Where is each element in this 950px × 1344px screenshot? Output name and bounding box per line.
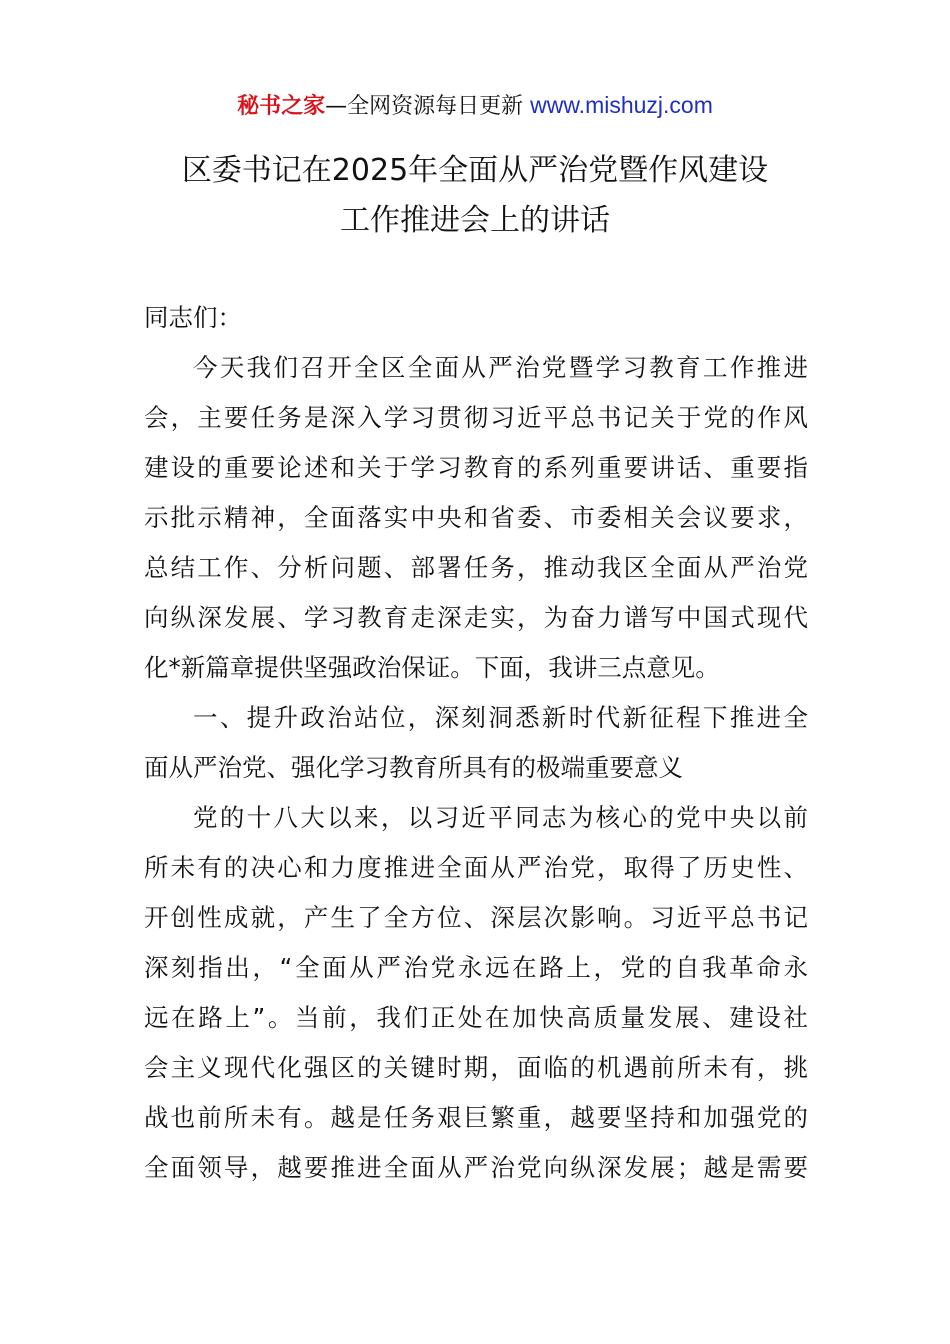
title-line-2: 工作推进会上的讲话 <box>340 203 610 238</box>
site-header <box>0 88 950 124</box>
body-line: 所未有的决心和力度推进全面从严治党，取得了历史性、 <box>144 853 808 882</box>
body-line: 全面领导，越要推进全面从严治党向纵深发展；越是需要 <box>144 1153 808 1182</box>
body-line: 建设的重要论述和关于学习教育的系列重要讲话、重要指 <box>144 453 808 482</box>
body-line: 会，主要任务是深入学习贯彻习近平总书记关于党的作风 <box>144 403 808 432</box>
body-line: 远在路上”。当前，我们正处在加快高质量发展、建设社 <box>144 1003 808 1032</box>
body-line: 向纵深发展、学习教育走深走实，为奋力谱写中国式现代 <box>144 603 808 632</box>
document-title <box>0 146 950 246</box>
body-line: 示批示精神，全面落实中央和省委、市委相关会议要求， <box>144 503 808 532</box>
site-url-link[interactable]: www.mishuzj.com <box>530 92 713 118</box>
body-line: 化*新篇章提供坚强政治保证。下面，我讲三点意见。 <box>144 653 720 682</box>
body-line: 开创性成就，产生了全方位、深层次影响。习近平总书记 <box>144 903 808 932</box>
site-slogan: —全网资源每日更新 <box>325 94 524 119</box>
salutation: 同志们： <box>144 303 242 332</box>
document-body <box>144 293 808 1193</box>
body-line: 战也前所未有。越是任务艰巨繁重，越要坚持和加强党的 <box>144 1103 808 1132</box>
body-line: 党的十八大以来，以习近平同志为核心的党中央以前 <box>193 803 808 832</box>
section-heading-line: 面从严治党、强化学习教育所具有的极端重要意义 <box>144 753 683 782</box>
body-line: 总结工作、分析问题、部署任务，推动我区全面从严治党 <box>144 553 808 582</box>
body-line: 会主义现代化强区的关键时期，面临的机遇前所未有，挑 <box>144 1053 808 1082</box>
body-line: 深刻指出，“全面从严治党永远在路上，党的自我革命永 <box>144 953 808 982</box>
title-line-1: 区委书记在2025年全面从严治党暨作风建设 <box>181 153 769 188</box>
body-line: 今天我们召开全区全面从严治党暨学习教育工作推进 <box>193 353 808 382</box>
section-heading-line: 一、提升政治站位，深刻洞悉新时代新征程下推进全 <box>193 703 808 732</box>
site-brand: 秘书之家 <box>237 94 326 119</box>
